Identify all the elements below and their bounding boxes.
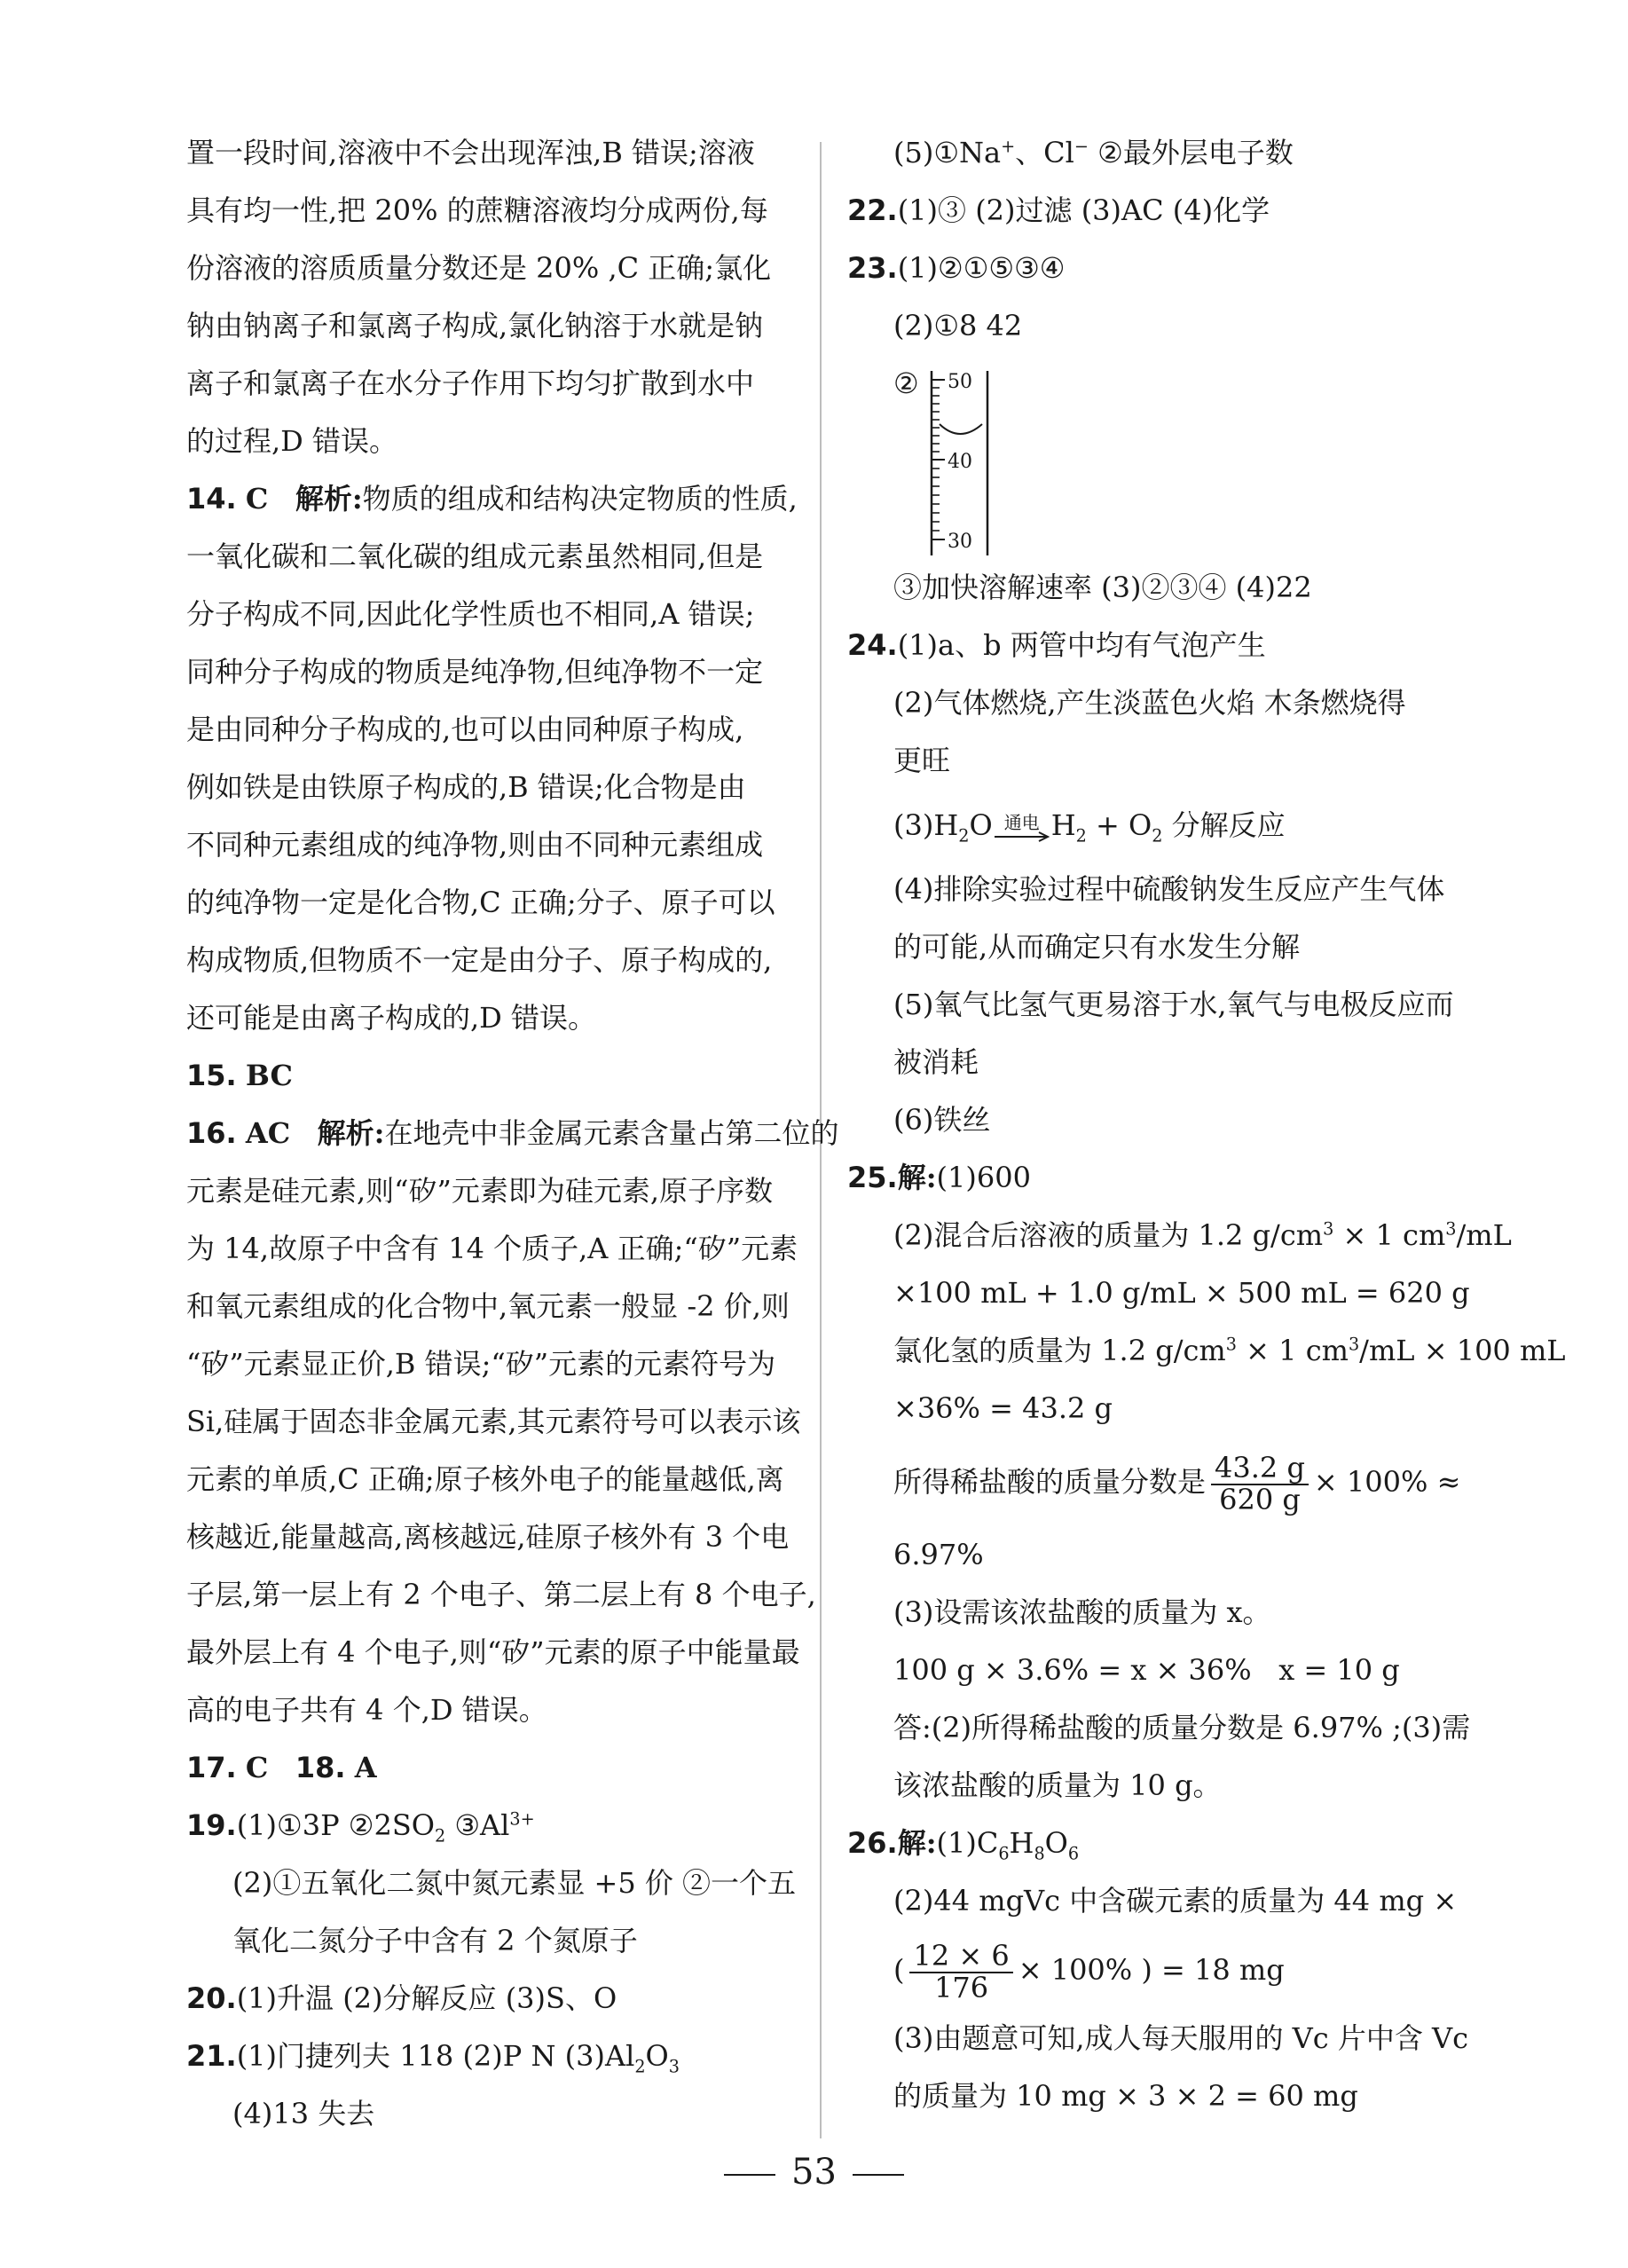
- subscript: 2: [958, 825, 970, 847]
- q13-line: 钠由钠离子和氯离子构成,氯化钠溶于水就是钠: [186, 309, 764, 343]
- subscript: 2: [434, 1825, 446, 1847]
- q16-first-line: [186, 1105, 839, 1162]
- q23-line: [847, 240, 1504, 297]
- numerator: 43.2 g: [1211, 1453, 1309, 1485]
- q13-line: 具有均一性,把 20% 的蔗糖溶液均分成两份,每: [186, 193, 768, 227]
- cylinder-label: 40: [948, 451, 972, 473]
- analysis-text: 在地壳中非金属元素含量占第二位的: [384, 1116, 839, 1150]
- answer-choice: C: [245, 1751, 269, 1784]
- q16-line: Si,硅属于固态非金属元素,其元素符号可以表示该: [186, 1405, 801, 1438]
- answer-text: (1)③ (2)过滤 (3)AC (4)化学: [897, 193, 1270, 227]
- subscript: 3: [668, 2056, 680, 2077]
- question-number: 16.: [186, 1116, 237, 1150]
- q14-first-line: [186, 470, 798, 528]
- question-number: 23.: [847, 251, 898, 285]
- subscript: 2: [1152, 825, 1163, 847]
- superscript: 3: [1323, 1218, 1334, 1240]
- answer-text: (5)①Na: [893, 136, 1002, 169]
- answer-text: 分解反应: [1162, 808, 1286, 842]
- fraction: [909, 1938, 1012, 2004]
- question-number: 26.: [847, 1826, 898, 1860]
- subscript: 6: [1067, 1843, 1080, 1864]
- q13-line: 份溶液的溶质质量分数还是 20% ,C 正确;氯化: [186, 251, 772, 285]
- q24-equation-line: [847, 790, 1504, 861]
- solution-label: 解:: [897, 1826, 937, 1860]
- answer-text: (1)C: [936, 1826, 999, 1860]
- answer-choice: BC: [245, 1059, 293, 1092]
- answer-text: (1)②①⑤③④: [897, 251, 1066, 285]
- analysis-label: 解析:: [295, 482, 363, 516]
- q25-line: ×36% = 43.2 g: [893, 1391, 1113, 1425]
- q21-5-line: [847, 124, 1504, 182]
- answer-text: (1)升温 (2)分解反应 (3)S、O: [236, 1981, 617, 2015]
- q26-line: 的质量为 10 mg × 3 × 2 = 60 mg: [893, 2079, 1358, 2113]
- answer-text: + O: [1086, 808, 1152, 842]
- answer-text: × 100% ) = 18 mg: [1018, 1953, 1285, 1987]
- answer-text: O: [645, 2039, 669, 2073]
- q25-line: 答:(2)所得稀盐酸的质量分数是 6.97% ;(3)需: [893, 1711, 1471, 1744]
- question-number: 14.: [186, 482, 237, 516]
- answer-text: /mL: [1456, 1218, 1512, 1252]
- q13-line: 置一段时间,溶液中不会出现浑浊,B 错误;溶液: [186, 136, 755, 169]
- question-number: 20.: [186, 1981, 237, 2015]
- question-number: 17.: [186, 1751, 237, 1784]
- answer-text: ②最外层电子数: [1088, 136, 1294, 169]
- q16-line: 为 14,故原子中含有 14 个质子,A 正确;“矽”元素: [186, 1232, 798, 1265]
- q22-line: [847, 182, 1504, 240]
- denominator: 620 g: [1219, 1482, 1301, 1516]
- superscript: −: [1074, 136, 1089, 157]
- q14-line: 同种分子构成的物质是纯净物,但纯净物不一定: [186, 655, 764, 689]
- reaction-arrow: [995, 811, 1050, 842]
- superscript: +: [1001, 136, 1016, 157]
- q25-line: 100 g × 3.6% = x × 36% x = 10 g: [893, 1653, 1400, 1687]
- cylinder-label: 50: [948, 371, 972, 393]
- q23-line: (2)①8 42: [893, 309, 1023, 343]
- q25-line: 该浓盐酸的质量为 10 g。: [893, 1768, 1222, 1802]
- answer-text: (1)门捷列夫 118 (2)P N (3)Al: [236, 2039, 635, 2073]
- solution-label: 解:: [897, 1161, 937, 1194]
- q17-q18-line: [186, 1739, 798, 1797]
- fraction: [1211, 1450, 1309, 1516]
- answer-text: H: [1050, 808, 1076, 842]
- superscript: 3: [1445, 1218, 1457, 1240]
- q16-line: 核越近,能量越高,离核越远,硅原子核外有 3 个电: [186, 1520, 790, 1554]
- q24-line: [847, 617, 1504, 674]
- q19-line: [186, 1797, 798, 1855]
- answer-text: × 100% ≈: [1313, 1465, 1461, 1499]
- q24-line: 的可能,从而确定只有水发生分解: [893, 930, 1301, 964]
- q15-line: [186, 1047, 798, 1105]
- q24-line: (2)气体燃烧,产生淡蓝色火焰 木条燃烧得: [893, 686, 1406, 720]
- numerator: 12 × 6: [909, 1941, 1012, 1973]
- q19-line: (2)①五氧化二氮中氮元素显 +5 价 ②一个五: [232, 1866, 797, 1900]
- analysis-text: 物质的组成和结构决定物质的性质,: [362, 482, 798, 516]
- q24-line: 被消耗: [893, 1045, 979, 1079]
- q16-line: “矽”元素显正价,B 错误;“矽”元素的元素符号为: [186, 1347, 776, 1381]
- answer-text: (3)H: [893, 808, 959, 842]
- superscript: 3: [1348, 1334, 1360, 1355]
- question-number: 19.: [186, 1808, 237, 1842]
- superscript: 3+: [509, 1808, 535, 1830]
- q26-fraction-line: [847, 1930, 1504, 2010]
- q14-line: 是由同种分子构成的,也可以由同种原子构成,: [186, 713, 744, 746]
- q13-line: 的过程,D 错误。: [186, 424, 398, 458]
- cylinder-label: 30: [948, 531, 972, 553]
- question-number: 15.: [186, 1059, 237, 1092]
- q26-line: [847, 1815, 1504, 1872]
- answer-text: (1)600: [936, 1161, 1031, 1194]
- q14-line: 分子构成不同,因此化学性质也不相同,A 错误;: [186, 597, 755, 631]
- superscript: 3: [1225, 1334, 1237, 1355]
- q13-line: 离子和氯离子在水分子作用下均匀扩散到水中: [186, 366, 755, 400]
- answer-text: 所得稀盐酸的质量分数是: [893, 1465, 1207, 1499]
- q25-line: ×100 mL + 1.0 g/mL × 500 mL = 620 g: [893, 1276, 1470, 1310]
- q26-line: (3)由题意可知,成人每天服用的 Vc 片中含 Vc: [893, 2021, 1469, 2055]
- page-number-dash-left: [724, 2174, 775, 2176]
- page-number: [0, 2152, 1628, 2193]
- page-number-dash-right: [853, 2174, 904, 2176]
- answer-text: (1)a、b 两管中均有气泡产生: [897, 628, 1266, 662]
- answer-text: /mL × 100 mL: [1359, 1334, 1566, 1367]
- answer-text: × 1 cm: [1237, 1334, 1349, 1367]
- answer-text: × 1 cm: [1333, 1218, 1446, 1252]
- q21-line: [186, 2028, 798, 2085]
- graduated-cylinder-figure: [847, 355, 1504, 559]
- question-number: 25.: [847, 1161, 898, 1194]
- q24-line: 更旺: [893, 744, 951, 777]
- analysis-label: 解析:: [317, 1116, 385, 1150]
- question-number: 18.: [295, 1751, 346, 1784]
- answer-text: 氯化氢的质量为 1.2 g/cm: [893, 1334, 1226, 1367]
- q25-fraction-line: [847, 1437, 1504, 1526]
- question-number: 24.: [847, 628, 898, 662]
- answer-choice: C: [245, 482, 269, 516]
- q16-line: 高的电子共有 4 个,D 错误。: [186, 1693, 547, 1727]
- answer-text: (: [893, 1953, 905, 1987]
- answer-text: O: [1044, 1826, 1068, 1860]
- q24-line: (4)排除实验过程中硫酸钠发生反应产生气体: [893, 872, 1445, 906]
- q23-line: ③加快溶解速率 (3)②③④ (4)22: [893, 571, 1312, 604]
- answer-text: (2)混合后溶液的质量为 1.2 g/cm: [893, 1218, 1324, 1252]
- q14-line: 还可能是由离子构成的,D 错误。: [186, 1001, 597, 1035]
- q14-line: 不同种元素组成的纯净物,则由不同种元素组成: [186, 828, 764, 862]
- answer-text: (1)①3P ②2SO: [236, 1808, 435, 1842]
- q24-line: (5)氧气比氢气更易溶于水,氧气与电极反应而: [893, 988, 1454, 1021]
- q16-line: 元素的单质,C 正确;原子核外电子的能量越低,离: [186, 1462, 784, 1496]
- question-number: 21.: [186, 2039, 237, 2073]
- q25-line: 6.97%: [893, 1538, 984, 1571]
- answer-text: ③Al: [445, 1808, 510, 1842]
- q19-line: 氧化二氮分子中含有 2 个氮原子: [232, 1924, 638, 1957]
- left-column: [186, 124, 839, 2143]
- page-number-text: 53: [791, 2152, 837, 2193]
- q14-line: 例如铁是由铁原子构成的,B 错误;化合物是由: [186, 770, 746, 804]
- answer-choice: A: [354, 1751, 377, 1784]
- q20-line: [186, 1970, 798, 2028]
- q14-line: 一氧化碳和二氧化碳的组成元素虽然相同,但是: [186, 539, 764, 573]
- subscript: 8: [1034, 1843, 1045, 1864]
- answer-text: H: [1009, 1826, 1034, 1860]
- right-column: [847, 124, 1566, 2125]
- q16-line: 元素是硅元素,则“矽”元素即为硅元素,原子序数: [186, 1174, 774, 1208]
- figure-label: ②: [893, 366, 919, 400]
- q14-line: 的纯净物一定是化合物,C 正确;分子、原子可以: [186, 886, 775, 919]
- answer-text: 、Cl: [1015, 136, 1074, 169]
- q16-line: 和氧元素组成的化合物中,氧元素一般显 -2 价,则: [186, 1289, 790, 1323]
- cylinder-scale: [918, 371, 1042, 557]
- answer-choice: AC: [245, 1116, 291, 1150]
- subscript: 2: [1075, 825, 1087, 847]
- q25-line: [847, 1149, 1504, 1207]
- reaction-condition: 通电: [1003, 811, 1040, 833]
- q16-line: 子层,第一层上有 2 个电子、第二层上有 8 个电子,: [186, 1578, 816, 1611]
- q25-line: [847, 1322, 1566, 1380]
- subscript: 2: [634, 2056, 646, 2077]
- subscript: 6: [998, 1843, 1010, 1864]
- q25-line: [847, 1207, 1512, 1264]
- q16-line: 最外层上有 4 个电子,则“矽”元素的原子中能量最: [186, 1635, 800, 1669]
- q14-line: 构成物质,但物质不一定是由分子、原子构成的,: [186, 943, 773, 977]
- q25-line: (3)设需该浓盐酸的质量为 x。: [893, 1595, 1271, 1629]
- arrow-icon: [995, 831, 1050, 842]
- q26-line: (2)44 mgVc 中含碳元素的质量为 44 mg ×: [893, 1884, 1458, 1918]
- denominator: 176: [934, 1970, 989, 2004]
- q24-line: (6)铁丝: [893, 1103, 991, 1137]
- answer-text: O: [969, 808, 993, 842]
- q21-line: (4)13 失去: [232, 2097, 375, 2130]
- question-number: 22.: [847, 193, 898, 227]
